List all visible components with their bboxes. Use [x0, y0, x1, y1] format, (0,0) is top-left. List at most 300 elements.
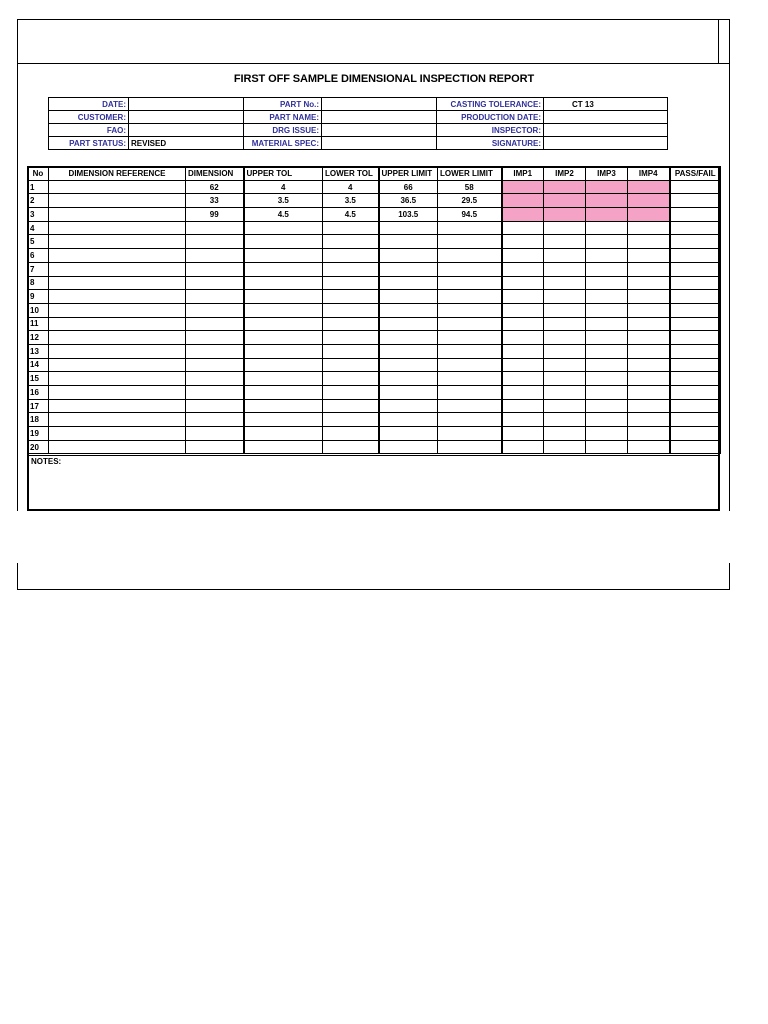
header-frame-divider [718, 20, 729, 63]
dimension-reference-cell[interactable] [49, 235, 186, 249]
imp4-cell[interactable] [628, 249, 670, 263]
dimension-reference-cell[interactable] [49, 413, 186, 427]
info-label: INSPECTOR: [437, 124, 544, 137]
imp1-cell[interactable] [502, 386, 544, 400]
imp4-cell[interactable] [628, 399, 670, 413]
upper-limit-cell[interactable] [379, 290, 438, 304]
table-row [28, 358, 721, 372]
imp4-cell[interactable] [628, 331, 670, 345]
upper-tol-cell[interactable]: 4.5 [244, 208, 323, 222]
info-value[interactable]: CT 13 [544, 98, 668, 111]
imp3-cell[interactable] [586, 317, 628, 331]
col-header-imp4: IMP4 [628, 167, 670, 181]
col-header-lower-tol: LOWER TOL [323, 167, 379, 181]
lower-limit-cell[interactable]: 29.5 [438, 194, 502, 208]
imp2-cell[interactable] [544, 440, 586, 454]
dimension-cell[interactable] [186, 413, 244, 427]
dimension-cell[interactable] [186, 317, 244, 331]
notes-label: NOTES: [31, 457, 62, 466]
imp4-cell[interactable] [628, 317, 670, 331]
upper-tol-cell[interactable] [244, 317, 323, 331]
imp2-cell[interactable] [544, 344, 586, 358]
imp2-cell[interactable] [544, 290, 586, 304]
lower-tol-cell[interactable]: 4 [323, 180, 379, 194]
row-number: 10 [28, 303, 49, 317]
imp3-cell[interactable] [586, 276, 628, 290]
upper-limit-cell[interactable] [379, 358, 438, 372]
row-number: 15 [28, 372, 49, 386]
upper-tol-cell[interactable] [244, 386, 323, 400]
lower-limit-cell[interactable] [438, 372, 502, 386]
dimension-reference-cell[interactable] [49, 276, 186, 290]
upper-limit-cell[interactable] [379, 440, 438, 454]
imp3-cell[interactable] [586, 303, 628, 317]
table-row [28, 413, 721, 427]
dimension-cell[interactable]: 33 [186, 194, 244, 208]
dimension-cell[interactable] [186, 440, 244, 454]
table-row [28, 317, 721, 331]
dimension-cell[interactable]: 62 [186, 180, 244, 194]
imp3-cell[interactable] [586, 344, 628, 358]
dimension-reference-cell[interactable] [49, 440, 186, 454]
upper-tol-cell[interactable]: 4 [244, 180, 323, 194]
upper-limit-cell[interactable]: 36.5 [379, 194, 438, 208]
info-value[interactable] [322, 137, 437, 150]
imp1-cell[interactable] [502, 194, 544, 208]
dimension-reference-cell[interactable] [49, 399, 186, 413]
upper-tol-cell[interactable] [244, 276, 323, 290]
lower-limit-cell[interactable]: 94.5 [438, 208, 502, 222]
upper-tol-cell[interactable] [244, 344, 323, 358]
dimension-reference-cell[interactable] [49, 249, 186, 263]
imp3-cell[interactable] [586, 262, 628, 276]
dimension-cell[interactable] [186, 331, 244, 345]
lower-tol-cell[interactable] [323, 290, 379, 304]
imp4-cell[interactable] [628, 372, 670, 386]
imp3-cell[interactable] [586, 413, 628, 427]
lower-tol-cell[interactable] [323, 358, 379, 372]
lower-tol-cell[interactable] [323, 249, 379, 263]
pass-fail-cell[interactable] [670, 358, 721, 372]
dimension-cell[interactable] [186, 427, 244, 441]
pass-fail-cell[interactable] [670, 303, 721, 317]
col-header-imp2: IMP2 [544, 167, 586, 181]
dimension-reference-cell[interactable] [49, 317, 186, 331]
upper-tol-cell[interactable] [244, 399, 323, 413]
row-number: 2 [28, 194, 49, 208]
lower-limit-cell[interactable] [438, 399, 502, 413]
lower-limit-cell[interactable] [438, 290, 502, 304]
dimension-reference-cell[interactable] [49, 344, 186, 358]
row-number: 9 [28, 290, 49, 304]
upper-tol-cell[interactable] [244, 413, 323, 427]
dimension-cell[interactable] [186, 262, 244, 276]
imp3-cell[interactable] [586, 331, 628, 345]
imp2-cell[interactable] [544, 276, 586, 290]
pass-fail-cell[interactable] [670, 317, 721, 331]
info-value[interactable] [129, 98, 244, 111]
upper-limit-cell[interactable] [379, 427, 438, 441]
dimension-reference-cell[interactable] [49, 290, 186, 304]
imp3-cell[interactable] [586, 399, 628, 413]
imp2-cell[interactable] [544, 427, 586, 441]
col-header-upper-tol: UPPER TOL [244, 167, 323, 181]
lower-limit-cell[interactable] [438, 440, 502, 454]
imp4-cell[interactable] [628, 262, 670, 276]
upper-tol-cell[interactable] [244, 358, 323, 372]
info-label: DRG ISSUE: [244, 124, 322, 137]
upper-tol-cell[interactable] [244, 235, 323, 249]
table-row [28, 399, 721, 413]
upper-tol-cell[interactable] [244, 427, 323, 441]
row-number: 11 [28, 317, 49, 331]
pass-fail-cell[interactable] [670, 413, 721, 427]
pass-fail-cell[interactable] [670, 249, 721, 263]
imp4-cell[interactable] [628, 194, 670, 208]
lower-tol-cell[interactable] [323, 331, 379, 345]
info-label: CUSTOMER: [49, 111, 129, 124]
dimension-reference-cell[interactable] [49, 180, 186, 194]
row-number: 6 [28, 249, 49, 263]
info-label: CASTING TOLERANCE: [437, 98, 544, 111]
pass-fail-cell[interactable] [670, 262, 721, 276]
pass-fail-cell[interactable] [670, 386, 721, 400]
dimension-cell[interactable] [186, 249, 244, 263]
row-number: 18 [28, 413, 49, 427]
info-value[interactable] [322, 124, 437, 137]
lower-tol-cell[interactable]: 4.5 [323, 208, 379, 222]
table-row [28, 440, 721, 454]
imp3-cell[interactable] [586, 235, 628, 249]
imp1-cell[interactable] [502, 331, 544, 345]
page-border-left [17, 64, 18, 511]
dimension-reference-cell[interactable] [49, 221, 186, 235]
imp1-cell[interactable] [502, 413, 544, 427]
dimension-cell[interactable] [186, 276, 244, 290]
info-label: PRODUCTION DATE: [437, 111, 544, 124]
dimension-cell[interactable] [186, 221, 244, 235]
lower-limit-cell[interactable] [438, 276, 502, 290]
table-row [28, 208, 721, 222]
dimension-reference-cell[interactable] [49, 427, 186, 441]
imp4-cell[interactable] [628, 180, 670, 194]
upper-tol-cell[interactable]: 3.5 [244, 194, 323, 208]
upper-tol-cell[interactable] [244, 290, 323, 304]
imp2-cell[interactable] [544, 262, 586, 276]
imp4-cell[interactable] [628, 276, 670, 290]
imp4-cell[interactable] [628, 235, 670, 249]
lower-tol-cell[interactable]: 3.5 [323, 194, 379, 208]
upper-tol-cell[interactable] [244, 221, 323, 235]
imp2-cell[interactable] [544, 399, 586, 413]
dimension-reference-cell[interactable] [49, 194, 186, 208]
upper-tol-cell[interactable] [244, 440, 323, 454]
upper-limit-cell[interactable]: 103.5 [379, 208, 438, 222]
imp2-cell[interactable] [544, 372, 586, 386]
table-row [28, 427, 721, 441]
pass-fail-cell[interactable] [670, 221, 721, 235]
imp1-cell[interactable] [502, 358, 544, 372]
imp1-cell[interactable] [502, 180, 544, 194]
dimension-cell[interactable] [186, 386, 244, 400]
dimension-cell[interactable] [186, 399, 244, 413]
imp2-cell[interactable] [544, 386, 586, 400]
pass-fail-cell[interactable] [670, 235, 721, 249]
imp2-cell[interactable] [544, 221, 586, 235]
col-header-dimension: DIMENSION [186, 167, 244, 181]
upper-tol-cell[interactable] [244, 262, 323, 276]
row-number: 3 [28, 208, 49, 222]
lower-limit-cell[interactable] [438, 303, 502, 317]
table-row [28, 290, 721, 304]
upper-limit-cell[interactable] [379, 262, 438, 276]
dimension-reference-cell[interactable] [49, 262, 186, 276]
imp3-cell[interactable] [586, 221, 628, 235]
lower-limit-cell[interactable]: 58 [438, 180, 502, 194]
imp1-cell[interactable] [502, 276, 544, 290]
dimension-cell[interactable] [186, 358, 244, 372]
pass-fail-cell[interactable] [670, 208, 721, 222]
lower-tol-cell[interactable] [323, 276, 379, 290]
info-label: PART STATUS: [49, 137, 129, 150]
info-value[interactable] [129, 111, 244, 124]
lower-limit-cell[interactable] [438, 331, 502, 345]
imp3-cell[interactable] [586, 372, 628, 386]
lower-tol-cell[interactable] [323, 303, 379, 317]
dimension-cell[interactable] [186, 303, 244, 317]
imp4-cell[interactable] [628, 413, 670, 427]
upper-tol-cell[interactable] [244, 303, 323, 317]
info-value[interactable]: REVISED [129, 137, 244, 150]
upper-limit-cell[interactable] [379, 344, 438, 358]
imp2-cell[interactable] [544, 194, 586, 208]
imp1-cell[interactable] [502, 372, 544, 386]
table-row [28, 249, 721, 263]
imp4-cell[interactable] [628, 386, 670, 400]
lower-tol-cell[interactable] [323, 427, 379, 441]
row-number: 12 [28, 331, 49, 345]
info-label: PART No.: [244, 98, 322, 111]
table-row [28, 276, 721, 290]
info-value[interactable] [129, 124, 244, 137]
lower-limit-cell[interactable] [438, 249, 502, 263]
lower-tol-cell[interactable] [323, 235, 379, 249]
table-row [28, 386, 721, 400]
imp3-cell[interactable] [586, 358, 628, 372]
table-row [28, 262, 721, 276]
info-label: PART NAME: [244, 111, 322, 124]
upper-limit-cell[interactable] [379, 303, 438, 317]
upper-limit-cell[interactable] [379, 317, 438, 331]
imp2-cell[interactable] [544, 358, 586, 372]
pass-fail-cell[interactable] [670, 344, 721, 358]
imp1-cell[interactable] [502, 235, 544, 249]
lower-limit-cell[interactable] [438, 427, 502, 441]
upper-limit-cell[interactable] [379, 276, 438, 290]
imp1-cell[interactable] [502, 427, 544, 441]
row-number: 7 [28, 262, 49, 276]
dimension-cell[interactable] [186, 372, 244, 386]
info-value[interactable] [544, 111, 668, 124]
row-number: 19 [28, 427, 49, 441]
imp2-cell[interactable] [544, 317, 586, 331]
imp4-cell[interactable] [628, 221, 670, 235]
imp4-cell[interactable] [628, 303, 670, 317]
imp3-cell[interactable] [586, 180, 628, 194]
lower-limit-cell[interactable] [438, 386, 502, 400]
lower-limit-cell[interactable] [438, 358, 502, 372]
info-row [49, 98, 668, 111]
lower-limit-cell[interactable] [438, 221, 502, 235]
imp2-cell[interactable] [544, 249, 586, 263]
imp1-cell[interactable] [502, 221, 544, 235]
info-label: FAO: [49, 124, 129, 137]
upper-limit-cell[interactable] [379, 399, 438, 413]
dimension-reference-cell[interactable] [49, 358, 186, 372]
imp4-cell[interactable] [628, 440, 670, 454]
lower-limit-cell[interactable] [438, 235, 502, 249]
pass-fail-cell[interactable] [670, 276, 721, 290]
upper-tol-cell[interactable] [244, 372, 323, 386]
row-number: 20 [28, 440, 49, 454]
dimension-reference-cell[interactable] [49, 331, 186, 345]
upper-limit-cell[interactable] [379, 235, 438, 249]
info-label: MATERIAL SPEC: [244, 137, 322, 150]
imp4-cell[interactable] [628, 290, 670, 304]
pass-fail-cell[interactable] [670, 290, 721, 304]
imp4-cell[interactable] [628, 208, 670, 222]
upper-limit-cell[interactable] [379, 221, 438, 235]
imp3-cell[interactable] [586, 440, 628, 454]
imp1-cell[interactable] [502, 440, 544, 454]
info-value[interactable] [322, 98, 437, 111]
header-frame [17, 19, 730, 64]
upper-limit-cell[interactable] [379, 249, 438, 263]
dimension-reference-cell[interactable] [49, 386, 186, 400]
dimension-reference-cell[interactable] [49, 208, 186, 222]
info-table [48, 97, 668, 150]
table-row [28, 344, 721, 358]
table-row [28, 180, 721, 194]
table-row [28, 194, 721, 208]
info-value[interactable] [322, 111, 437, 124]
imp3-cell[interactable] [586, 208, 628, 222]
upper-limit-cell[interactable] [379, 386, 438, 400]
col-header-dimension-reference: DIMENSION REFERENCE [49, 167, 186, 181]
pass-fail-cell[interactable] [670, 372, 721, 386]
lower-tol-cell[interactable] [323, 344, 379, 358]
imp3-cell[interactable] [586, 290, 628, 304]
imp2-cell[interactable] [544, 413, 586, 427]
page-border-right [729, 64, 730, 511]
row-number: 16 [28, 386, 49, 400]
imp3-cell[interactable] [586, 386, 628, 400]
dimension-cell[interactable] [186, 344, 244, 358]
lower-tol-cell[interactable] [323, 221, 379, 235]
info-value[interactable] [544, 137, 668, 150]
upper-limit-cell[interactable] [379, 413, 438, 427]
lower-tol-cell[interactable] [323, 399, 379, 413]
upper-tol-cell[interactable] [244, 331, 323, 345]
lower-tol-cell[interactable] [323, 440, 379, 454]
row-number: 4 [28, 221, 49, 235]
dimension-cell[interactable]: 99 [186, 208, 244, 222]
pass-fail-cell[interactable] [670, 427, 721, 441]
lower-limit-cell[interactable] [438, 317, 502, 331]
imp1-cell[interactable] [502, 262, 544, 276]
table-row [28, 372, 721, 386]
pass-fail-cell[interactable] [670, 180, 721, 194]
row-number: 1 [28, 180, 49, 194]
imp1-cell[interactable] [502, 208, 544, 222]
lower-limit-cell[interactable] [438, 262, 502, 276]
upper-limit-cell[interactable] [379, 331, 438, 345]
lower-tol-cell[interactable] [323, 317, 379, 331]
upper-limit-cell[interactable]: 66 [379, 180, 438, 194]
imp1-cell[interactable] [502, 344, 544, 358]
col-header-lower-limit: LOWER LIMIT [438, 167, 502, 181]
imp2-cell[interactable] [544, 303, 586, 317]
imp3-cell[interactable] [586, 249, 628, 263]
pass-fail-cell[interactable] [670, 399, 721, 413]
imp1-cell[interactable] [502, 317, 544, 331]
col-header-pass-fail: PASS/FAIL [670, 167, 721, 181]
table-row [28, 303, 721, 317]
upper-tol-cell[interactable] [244, 249, 323, 263]
footer-frame [17, 563, 730, 590]
lower-tol-cell[interactable] [323, 386, 379, 400]
imp1-cell[interactable] [502, 399, 544, 413]
info-row [49, 137, 668, 150]
dimension-reference-cell[interactable] [49, 303, 186, 317]
imp2-cell[interactable] [544, 208, 586, 222]
lower-tol-cell[interactable] [323, 262, 379, 276]
row-number: 14 [28, 358, 49, 372]
imp1-cell[interactable] [502, 303, 544, 317]
lower-tol-cell[interactable] [323, 413, 379, 427]
table-row [28, 221, 721, 235]
dimension-cell[interactable] [186, 290, 244, 304]
imp4-cell[interactable] [628, 358, 670, 372]
imp1-cell[interactable] [502, 290, 544, 304]
imp2-cell[interactable] [544, 331, 586, 345]
info-value[interactable] [544, 124, 668, 137]
imp3-cell[interactable] [586, 427, 628, 441]
lower-tol-cell[interactable] [323, 372, 379, 386]
imp3-cell[interactable] [586, 194, 628, 208]
imp2-cell[interactable] [544, 180, 586, 194]
dimension-reference-cell[interactable] [49, 372, 186, 386]
pass-fail-cell[interactable] [670, 440, 721, 454]
info-label: DATE: [49, 98, 129, 111]
pass-fail-cell[interactable] [670, 331, 721, 345]
dimension-cell[interactable] [186, 235, 244, 249]
imp1-cell[interactable] [502, 249, 544, 263]
lower-limit-cell[interactable] [438, 413, 502, 427]
row-number: 17 [28, 399, 49, 413]
col-header-imp3: IMP3 [586, 167, 628, 181]
imp4-cell[interactable] [628, 344, 670, 358]
imp4-cell[interactable] [628, 427, 670, 441]
imp2-cell[interactable] [544, 235, 586, 249]
row-number: 13 [28, 344, 49, 358]
notes-box [27, 455, 720, 511]
upper-limit-cell[interactable] [379, 372, 438, 386]
pass-fail-cell[interactable] [670, 194, 721, 208]
lower-limit-cell[interactable] [438, 344, 502, 358]
report-title: FIRST OFF SAMPLE DIMENSIONAL INSPECTION REPORT [233, 73, 535, 85]
row-number: 5 [28, 235, 49, 249]
